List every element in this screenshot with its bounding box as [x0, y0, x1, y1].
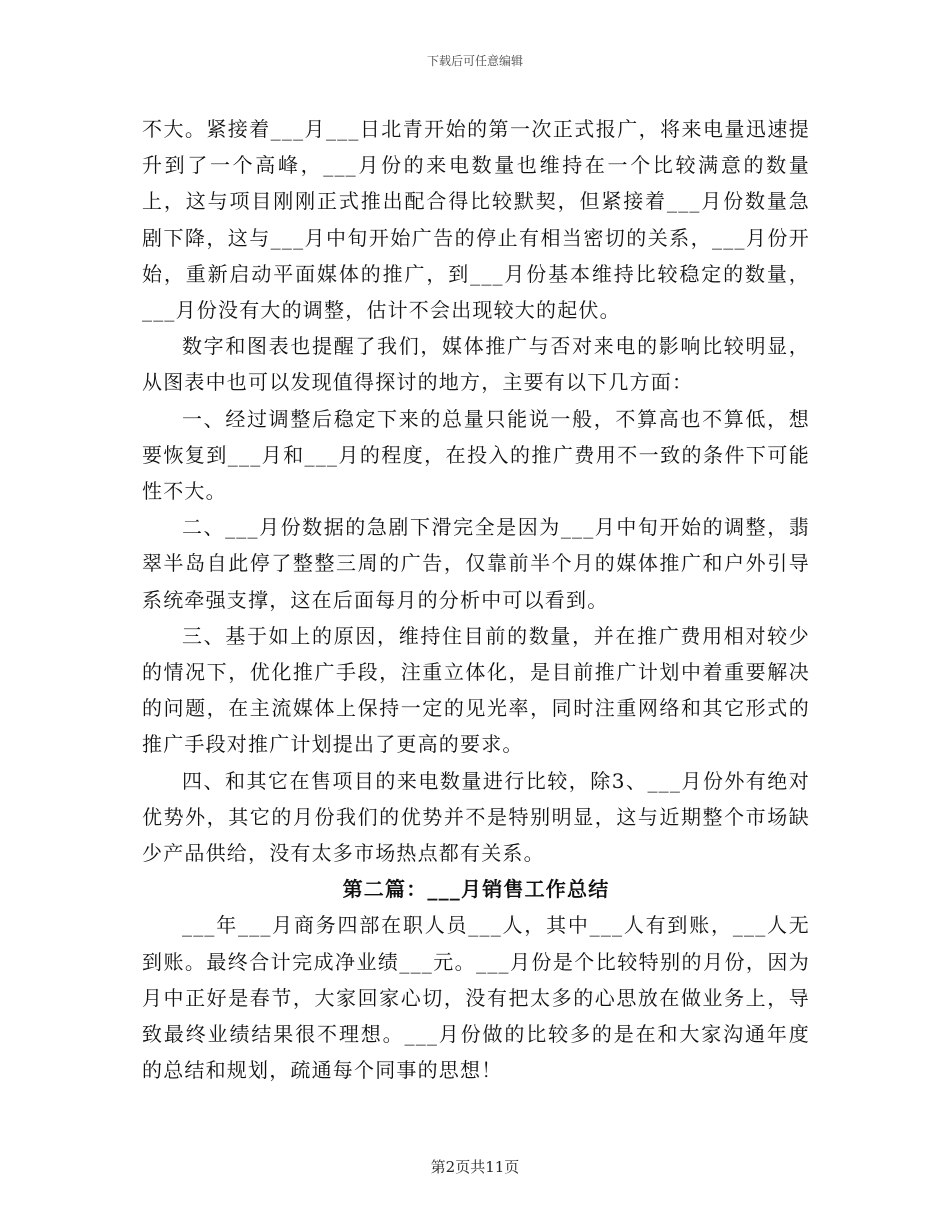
paragraph-intro: 数字和图表也提醒了我们，媒体推广与否对来电的影响比较明显，从图表中也可以发现值得探讨的地方，主要有以下几方面： — [142, 334, 810, 395]
document-body — [142, 111, 810, 1088]
paragraph-section-two: ___年___月商务四部在职人员___人，其中___人有到账，___人无到账。最终合计完成净业绩___元。___月份是个比较特别的月份，因为月中正好是春节，大家回家心切，没有把太多的心思放在做业务上，导致最终业绩结果很不理想。___月份做的比较多的是在和大家沟通年度的总结和规划，疏通每个同事的思想！ — [142, 913, 810, 1083]
page-number: 第2页共11页 — [430, 1158, 520, 1176]
page-header: 下载后可任意编辑 — [426, 54, 523, 68]
paragraph-point-two: 二、___月份数据的急剧下滑完全是因为___月中旬开始的调整，翡翠半岛自此停了整整三周的广告，仅靠前半个月的媒体推广和户外引导系统牵强支撑，这在后面每月的分析中可以看到。 — [142, 515, 810, 612]
paragraph-point-one: 一、经过调整后稳定下来的总量只能说一般，不算高也不算低，想要恢复到___月和___月的程度，在投入的推广费用不一致的条件下可能性不大。 — [142, 406, 810, 504]
paragraph-continuation: 不大。紧接着___月___日北青开始的第一次正式报广，将来电量迅速提升到了一个高峰，___月份的来电数量也维持在一个比较满意的数量上，这与项目刚刚正式推出配合得比较默契，但紧接着___月份数量急剧下降，这与___月中旬开始广告的停止有相当密切的关系，___月份开始，重新启动平面媒体的推广，到___月份基本维持比较稳定的数量，___月份没有大的调整，估计不会出现较大的起伏。 — [142, 117, 810, 323]
section-title: 第二篇：___月销售工作总结 — [342, 877, 610, 902]
paragraph-point-three: 三、基于如上的原因，维持住目前的数量，并在推广费用相对较少的情况下，优化推广手段，注重立体化，是目前推广计划中着重要解决的问题，在主流媒体上保持一定的见光率，同时注重网络和其它形式的推广手段对推广计划提出了更高的要求。 — [142, 623, 810, 757]
paragraph-point-four: 四、和其它在售项目的来电数量进行比较，除3、___月份外有绝对优势外，其它的月份我们的优势并不是特别明显，这与近期整个市场缺少产品供给，没有太多市场热点都有关系。 — [142, 768, 810, 866]
